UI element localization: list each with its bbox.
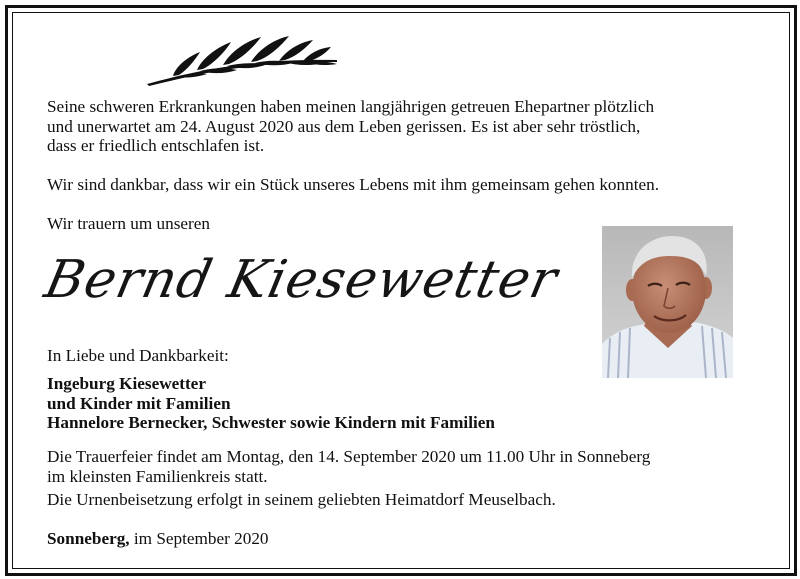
mourn-intro: Wir trauern um unseren	[47, 214, 211, 233]
portrait-photo	[602, 226, 733, 378]
gratitude-text: Wir sind dankbar, dass wir ein Stück unseres Lebens mit ihm gemeinsam gehen konnten.	[47, 175, 659, 194]
place: Sonneberg,	[47, 529, 130, 548]
intro-line-3: dass er friedlich entschlafen ist.	[47, 136, 265, 155]
palm-branch-icon	[145, 30, 340, 88]
mourner-2: und Kinder mit Familien	[47, 393, 231, 413]
mourner-1: Ingeburg Kiesewetter	[47, 374, 206, 393]
funeral-line-2: im kleinsten Familienkreis statt.	[47, 466, 268, 486]
deceased-name: Bernd Kiesewetter	[39, 250, 563, 310]
intro-line-2: und unerwartet am 24. August 2020 aus dem Leben gerissen. Es ist aber sehr tröstlich,	[47, 116, 641, 136]
urn-burial-text: Die Urnenbeisetzung erfolgt in seinem geliebten Heimatdorf Meuselbach.	[47, 490, 556, 509]
mourner-3: Hannelore Bernecker, Schwester sowie Kindern mit Familien	[47, 413, 495, 432]
intro-line-1: Seine schweren Erkrankungen haben meinen langjährigen getreuen Ehepartner plötzlich	[47, 97, 655, 116]
love-line: In Liebe und Dankbarkeit:	[47, 346, 229, 365]
date: im September 2020	[129, 529, 269, 548]
place-date	[47, 529, 269, 549]
funeral-line-1: Die Trauerfeier findet am Montag, den 14. September 2020 um 11.00 Uhr in Sonneberg	[47, 447, 651, 466]
